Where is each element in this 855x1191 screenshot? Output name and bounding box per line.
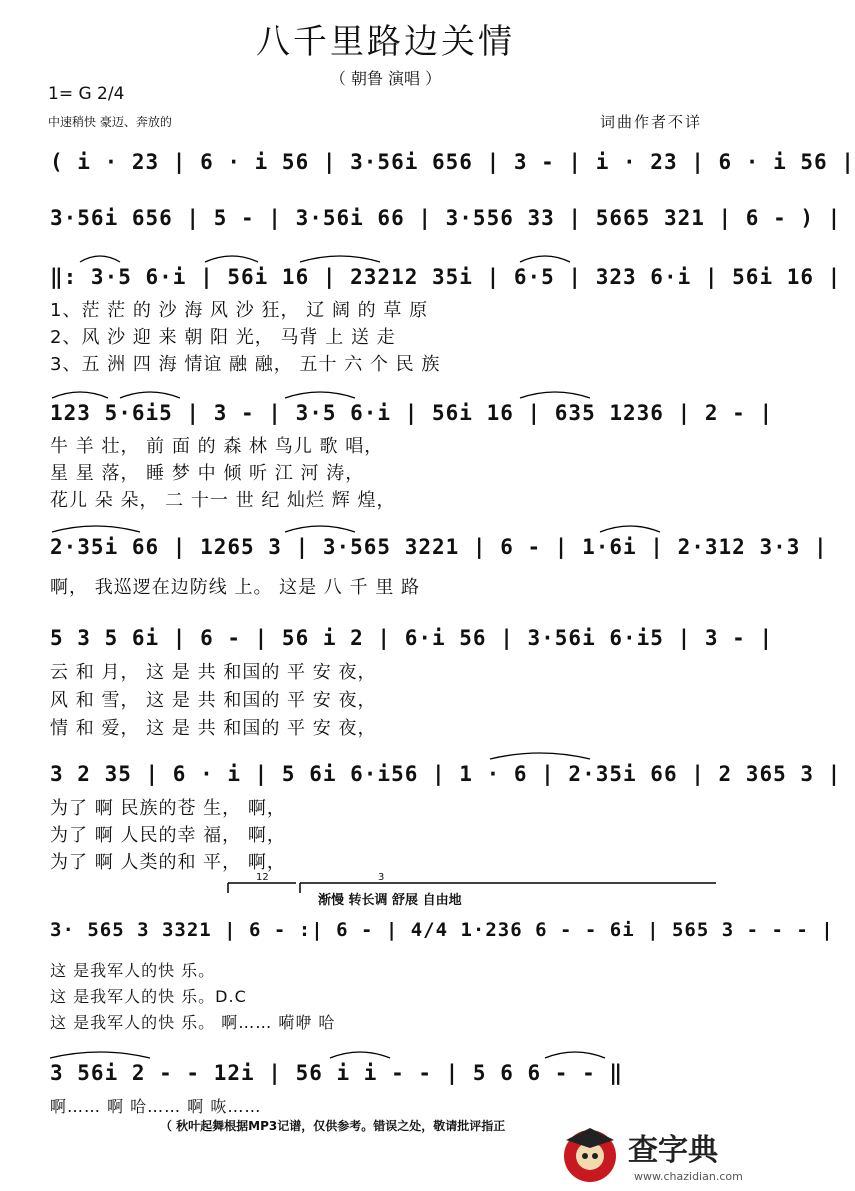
- lyric-line: 2、风 沙 迎 来 朝 阳 光， 马背 上 送 走: [50, 327, 396, 348]
- lyric-line: 为了 啊 人类的和 平， 啊，: [50, 852, 286, 873]
- lyric-line: 1、茫 茫 的 沙 海 风 沙 狂， 辽 阔 的 草 原: [50, 300, 429, 321]
- volta-second-ending: 3: [378, 872, 385, 883]
- lyric-line: 为了 啊 人民的幸 福， 啊，: [50, 825, 286, 846]
- music-row: ‖: 3·5 6·i | 56i 16 | 23212 35i | 6·5 | 323 6·i | 56i 16 |: [50, 265, 842, 289]
- music-row: 5 3 5 6i | 6 - | 56 i 2 | 6·i 56 | 3·56i 6·i5 | 3 - |: [50, 626, 774, 650]
- lyric-line: 啊…… 啊 哈…… 啊 咴……: [50, 1097, 262, 1116]
- lyric-line: 这 是我军人的快 乐。 啊…… 嗬咿 哈: [50, 1013, 336, 1032]
- watermark-brand: 查字典: [628, 1133, 718, 1168]
- lyric-line: 这 是我军人的快 乐。: [50, 961, 216, 980]
- tempo-marking: 中速稍快 豪迈、奔放的: [48, 115, 172, 129]
- performance-instruction: 渐慢 转长调 舒展 自由地: [318, 893, 462, 908]
- lyric-line: 啊， 我巡逻在边防线 上。 这是 八 千 里 路: [50, 577, 421, 598]
- music-row: 3 56i 2 - - 12i | 56 i i - - | 5 6 6 - - ‖: [50, 1061, 624, 1085]
- watermark-site: www.chazidian.com: [634, 1170, 743, 1183]
- music-row: 123 5·6i5 | 3 - | 3·5 6·i | 56i 16 | 635 1236 | 2 - |: [50, 401, 774, 425]
- chazidian-watermark: [556, 1118, 766, 1186]
- lyric-line: 为了 啊 民族的苍 生， 啊，: [50, 798, 286, 819]
- music-row: 2·35i 66 | 1265 3 | 3·565 3221 | 6 - | 1·6i | 2·312 3·3 |: [50, 535, 828, 559]
- song-title: 八千里路边关情: [256, 22, 515, 62]
- music-row: 3 2 35 | 6 · i | 5 6i 6·i56 | 1 · 6 | 2·35i 66 | 2 365 3 |: [50, 762, 842, 786]
- music-row: 3· 565 3 3321 | 6 - :| 6 - | 4/4 1·236 6 - - 6i | 565 3 - - - |: [50, 919, 834, 941]
- lyric-line: 云 和 月， 这 是 共 和国的 平 安 夜，: [50, 662, 377, 683]
- lyric-line: 情 和 爱， 这 是 共 和国的 平 安 夜，: [50, 718, 377, 739]
- volta-first-ending: 12: [256, 872, 269, 883]
- lyric-line: 这 是我军人的快 乐。D.C: [50, 987, 247, 1006]
- lyric-line: 3、五 洲 四 海 情谊 融 融， 五十 六 个 民 族: [50, 354, 441, 375]
- music-row: ( i · 23 | 6 · i 56 | 3·56i 656 | 3 - | i · 23 | 6 · i 56 |: [50, 150, 855, 174]
- lyric-line: 花儿 朵 朵， 二 十一 世 纪 灿烂 辉 煌，: [50, 490, 396, 511]
- music-row: 3·56i 656 | 5 - | 3·56i 66 | 3·556 33 | 5665 321 | 6 - ) |: [50, 206, 842, 230]
- lyric-line: 风 和 雪， 这 是 共 和国的 平 安 夜，: [50, 690, 377, 711]
- singer-credit: （ 朝鲁 演唱 ）: [329, 69, 442, 88]
- lyric-line: 牛 羊 壮， 前 面 的 森 林 鸟儿 歌 唱，: [50, 436, 384, 457]
- lyric-line: 星 星 落， 睡 梦 中 倾 听 江 河 涛，: [50, 463, 365, 484]
- author-credit: 词曲作者不详: [600, 113, 703, 131]
- key-signature: 1= G 2/4: [48, 84, 125, 104]
- transcription-note: （ 秋叶起舞根据MP3记谱，仅供参考。错误之处，敬请批评指正: [160, 1119, 506, 1133]
